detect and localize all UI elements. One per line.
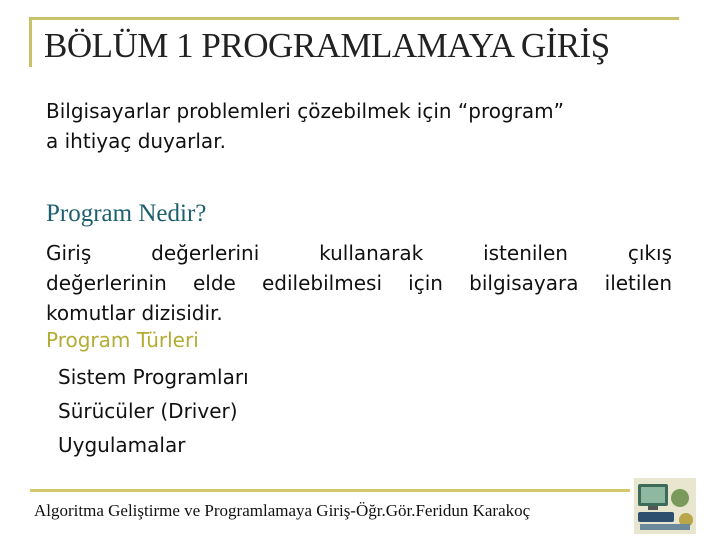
title-accent-horizontal	[29, 17, 679, 20]
footer-text: Algoritma Geliştirme ve Programlamaya Giriş-Öğr.Gör.Feridun Karakoç	[34, 501, 531, 520]
intro-line: Bilgisayarlar problemleri çözebilmek için “program”	[46, 99, 565, 123]
list-item: Uygulamalar	[58, 433, 186, 457]
definition-line: değerlerinin elde edilebilmesi için bilgisayara iletilen	[46, 271, 672, 295]
intro-line: a ihtiyaç duyarlar.	[46, 129, 226, 153]
program-subheading: Program Nedir?	[46, 200, 207, 227]
title-accent-vertical	[29, 17, 32, 67]
slide-title: BÖLÜM 1 PROGRAMLAMAYA GİRİŞ	[44, 26, 610, 65]
intro-paragraph	[46, 96, 676, 156]
types-list	[58, 360, 249, 462]
types-heading: Program Türleri	[46, 328, 199, 352]
list-item: Sürücüler (Driver)	[58, 399, 238, 423]
definition-line: komutlar dizisidir.	[46, 301, 223, 325]
definition-paragraph	[46, 238, 672, 328]
list-item: Sistem Programları	[58, 365, 249, 389]
footer-divider	[30, 489, 630, 492]
definition-line: Giriş değerlerini kullanarak istenilen çıkış	[46, 241, 672, 265]
computer-clipart-icon	[634, 478, 696, 534]
